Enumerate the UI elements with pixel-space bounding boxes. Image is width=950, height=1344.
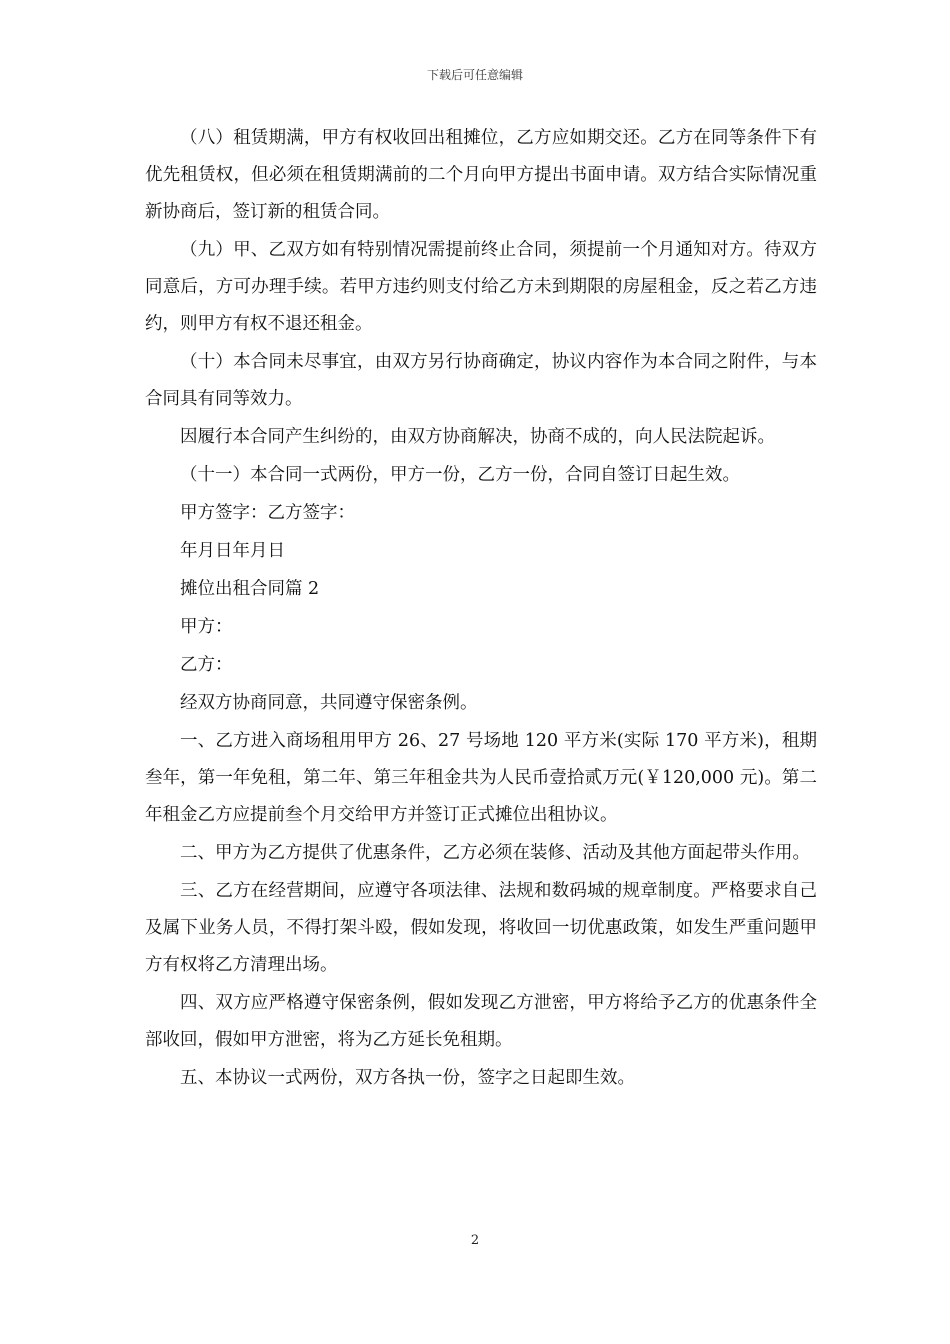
section-title: 摊位出租合同篇 2 xyxy=(180,579,320,599)
clause-9: （九）甲、乙双方如有特别情况需提前终止合同，须提前一个月通知对方。待双方同意后，方可办理手续。若甲方违约则支付给乙方未到期限的房屋租金，反之若乙方违约，则甲方有权不退还租金。 xyxy=(145,240,817,334)
party-a-line: 甲方： xyxy=(180,617,233,637)
clause-10: （十）本合同未尽事宜，由双方另行协商确定，协议内容作为本合同之附件，与本合同具有同等效力。 xyxy=(145,352,817,409)
page-header-note: 下载后可任意编辑 xyxy=(426,68,523,82)
article-4: 四、双方应严格遵守保密条例，假如发现乙方泄密，甲方将给予乙方的优惠条件全部收回，假如甲方泄密，将为乙方延长免租期。 xyxy=(145,993,817,1050)
article-3: 三、乙方在经营期间，应遵守各项法律、法规和数码城的规章制度。严格要求自己及属下业务人员，不得打架斗殴，假如发现，将收回一切优惠政策，如发生严重问题甲方有权将乙方清理出场。 xyxy=(145,881,817,975)
dispute-clause: 因履行本合同产生纠纷的，由双方协商解决，协商不成的，向人民法院起诉。 xyxy=(180,427,775,447)
clause-11: （十一）本合同一式两份，甲方一份，乙方一份，合同自签订日起生效。 xyxy=(180,465,740,485)
page-number: 2 xyxy=(470,1233,480,1248)
signature-line: 甲方签字：乙方签字： xyxy=(180,503,355,523)
article-1: 一、乙方进入商场租用甲方 26、27 号场地 120 平方米(实际 170 平方米)，租期叁年，第一年免租，第二年、第三年租金共为人民币壹拾贰万元(￥120,000 元)。第二年租金乙方应提前叁个月交给甲方并签订正式摊位出租协议。 xyxy=(145,731,817,825)
party-b-line: 乙方： xyxy=(180,655,233,675)
clause-8: （八）租赁期满，甲方有权收回出租摊位，乙方应如期交还。乙方在同等条件下有优先租赁权，但必须在租赁期满前的二个月向甲方提出书面申请。双方结合实际情况重新协商后，签订新的租赁合同。 xyxy=(145,128,817,222)
date-line: 年月日年月日 xyxy=(180,541,285,561)
intro-clause: 经双方协商同意，共同遵守保密条例。 xyxy=(180,693,478,713)
article-2: 二、甲方为乙方提供了优惠条件，乙方必须在装修、活动及其他方面起带头作用。 xyxy=(180,843,810,863)
document-body xyxy=(145,120,817,1098)
article-5: 五、本协议一式两份，双方各执一份，签字之日起即生效。 xyxy=(180,1068,635,1088)
